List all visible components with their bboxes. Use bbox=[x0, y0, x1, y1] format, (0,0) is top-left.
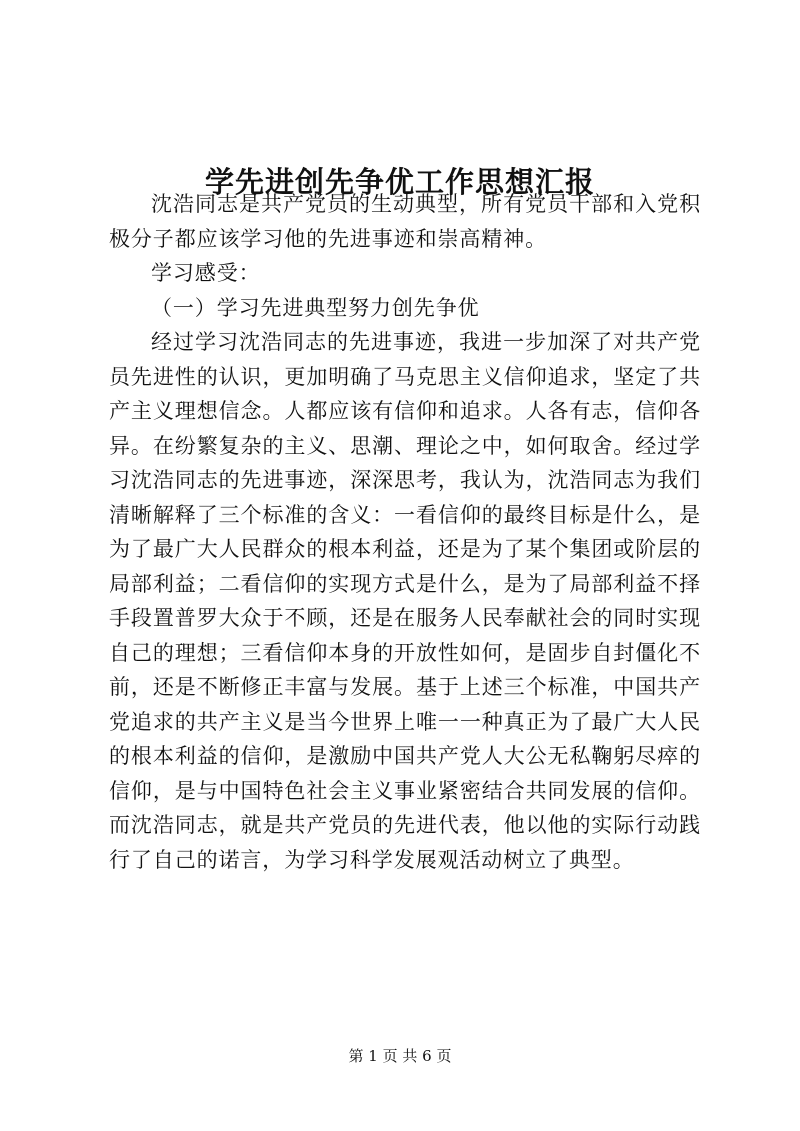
document-body bbox=[109, 187, 701, 877]
paragraph-subheading-one: （一）学习先进典型努力创先争优 bbox=[151, 295, 480, 320]
paragraph-intro: 沈浩同志是共产党员的生动典型，所有党员干部和入党积极分子都应该学习他的先进事迹和崇高精神。 bbox=[109, 192, 701, 251]
page-title: 学先进创先争优工作思想汇报 bbox=[204, 165, 595, 200]
page-number-footer: 第 1 页 共 6 页 bbox=[348, 1047, 452, 1065]
paragraph-heading-feelings: 学习感受： bbox=[151, 261, 261, 285]
paragraph-main: 经过学习沈浩同志的先进事迹，我进一步加深了对共产党员先进性的认识，更加明确了马克思主义信仰追求，坚定了共产主义理想信念。人都应该有信仰和追求。人各有志，信仰各异。在纷繁复杂的主义、思潮、理论之中，如何取舍。经过学习沈浩同志的先进事迹，深深思考，我认为，沈浩同志为我们清晰解释了三个标准的含义：一看信仰的最终目标是什么，是为了最广大人民群众的根本利益，还是为了某个集团或阶层的局部利益；二看信仰的实现方式是什么，是为了局部利益不择手段置普罗大众于不顾，还是在服务人民奉献社会的同时实现自己的理想；三看信仰本身的开放性如何，是固步自封僵化不前，还是不断修正丰富与发展。基于上述三个标准，中国共产党追求的共产主义是当今世界上唯一一种真正为了最广大人民的根本利益的信仰，是激励中国共产党人大公无私鞠躬尽瘁的信仰，是与中国特色社会主义事业紧密结合共同发展的信仰。而沈浩同志，就是共产党员的先进代表，他以他的实际行动践行了自己的诺言，为学习科学发展观活动树立了典型。 bbox=[109, 330, 701, 872]
